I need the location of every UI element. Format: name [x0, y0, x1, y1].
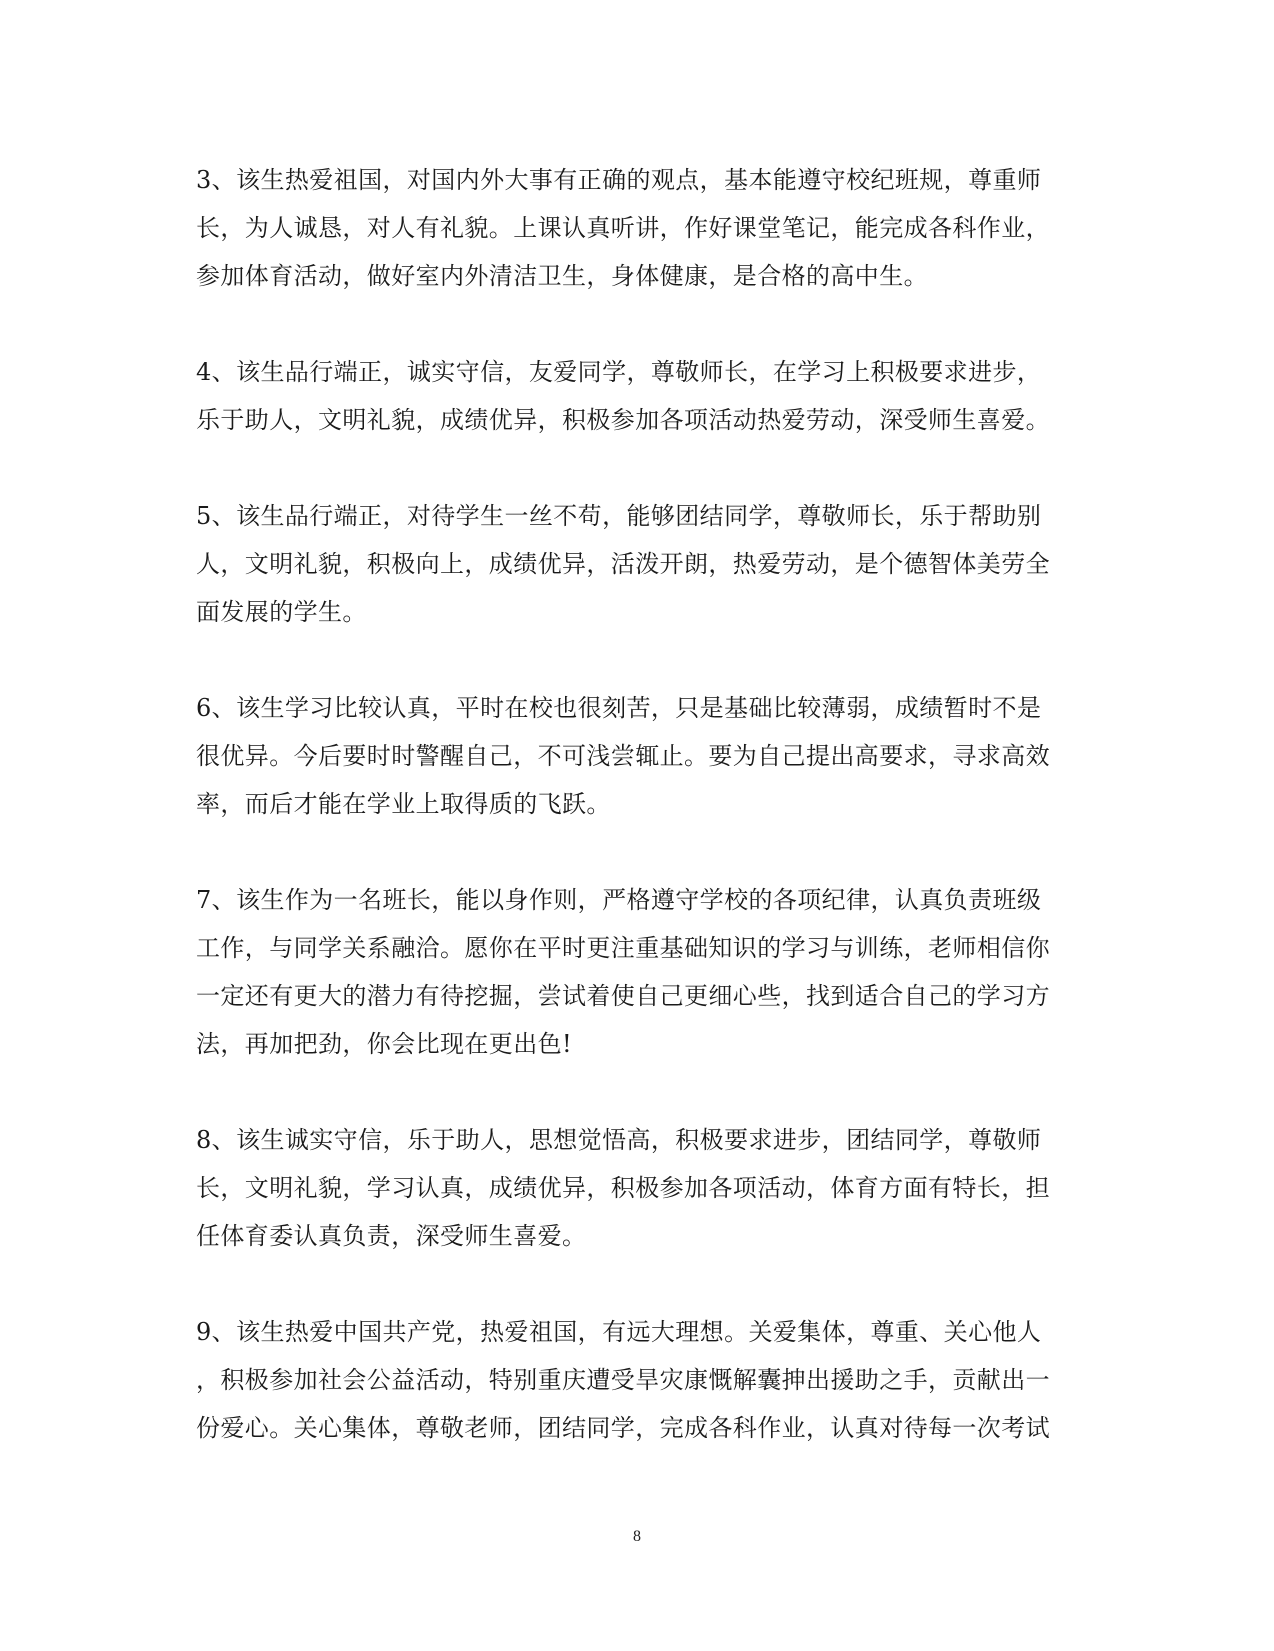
paragraph-line: 8、该生诚实守信，乐于助人，思想觉悟高，积极要求进步，团结同学，尊敬师 — [196, 1126, 1042, 1154]
paragraph-line: 5、该生品行端正，对待学生一丝不苟，能够团结同学，尊敬师长，乐于帮助别 — [196, 502, 1042, 530]
paragraph-line: ，积极参加社会公益活动，特别重庆遭受旱灾康慨解囊抻出援助之手，贡献出一 — [196, 1366, 1050, 1394]
paragraph-5 — [196, 492, 1076, 636]
document-body — [196, 156, 1076, 1500]
paragraph-line: 份爱心。关心集体，尊敬老师，团结同学，完成各科作业，认真对待每一次考试 — [196, 1414, 1050, 1442]
paragraph-line: 7、该生作为一名班长，能以身作则，严格遵守学校的各项纪律，认真负责班级 — [196, 886, 1042, 914]
paragraph-9 — [196, 1308, 1076, 1452]
paragraph-line: 人，文明礼貌，积极向上，成绩优异，活泼开朗，热爱劳动，是个德智体美劳全 — [196, 550, 1050, 578]
paragraph-line: 任体育委认真负责，深受师生喜爱。 — [196, 1222, 587, 1250]
paragraph-line: 长，为人诚恳，对人有礼貌。上课认真听讲，作好课堂笔记，能完成各科作业， — [196, 214, 1050, 242]
paragraph-4 — [196, 348, 1076, 444]
paragraph-line: 长，文明礼貌，学习认真，成绩优异，积极参加各项活动，体育方面有特长，担 — [196, 1174, 1050, 1202]
paragraph-line: 参加体育活动，做好室内外清洁卫生，身体健康，是合格的高中生。 — [196, 262, 928, 290]
paragraph-line: 率，而后才能在学业上取得质的飞跃。 — [196, 790, 611, 818]
paragraph-line: 法，再加把劲，你会比现在更出色! — [196, 1030, 573, 1058]
paragraph-line: 9、该生热爱中国共产党，热爱祖国，有远大理想。关爱集体，尊重、关心他人 — [196, 1318, 1042, 1346]
paragraph-line: 工作，与同学关系融洽。愿你在平时更注重基础知识的学习与训练，老师相信你 — [196, 934, 1050, 962]
paragraph-8 — [196, 1116, 1076, 1260]
paragraph-6 — [196, 684, 1076, 828]
paragraph-7 — [196, 876, 1076, 1068]
paragraph-3 — [196, 156, 1076, 300]
paragraph-line: 3、该生热爱祖国，对国内外大事有正确的观点，基本能遵守校纪班规，尊重师 — [196, 166, 1042, 194]
page-number: 8 — [633, 1528, 641, 1545]
paragraph-line: 一定还有更大的潜力有待挖掘，尝试着使自己更细心些，找到适合自己的学习方 — [196, 982, 1050, 1010]
paragraph-line: 面发展的学生。 — [196, 598, 367, 626]
paragraph-line: 4、该生品行端正，诚实守信，友爱同学，尊敬师长，在学习上积极要求进步， — [196, 358, 1042, 386]
paragraph-line: 6、该生学习比较认真，平时在校也很刻苦，只是基础比较薄弱，成绩暂时不是 — [196, 694, 1042, 722]
paragraph-line: 很优异。今后要时时警醒自己，不可浅尝辄止。要为自己提出高要求，寻求高效 — [196, 742, 1050, 770]
paragraph-line: 乐于助人，文明礼貌，成绩优异，积极参加各项活动热爱劳动，深受师生喜爱。 — [196, 406, 1050, 434]
